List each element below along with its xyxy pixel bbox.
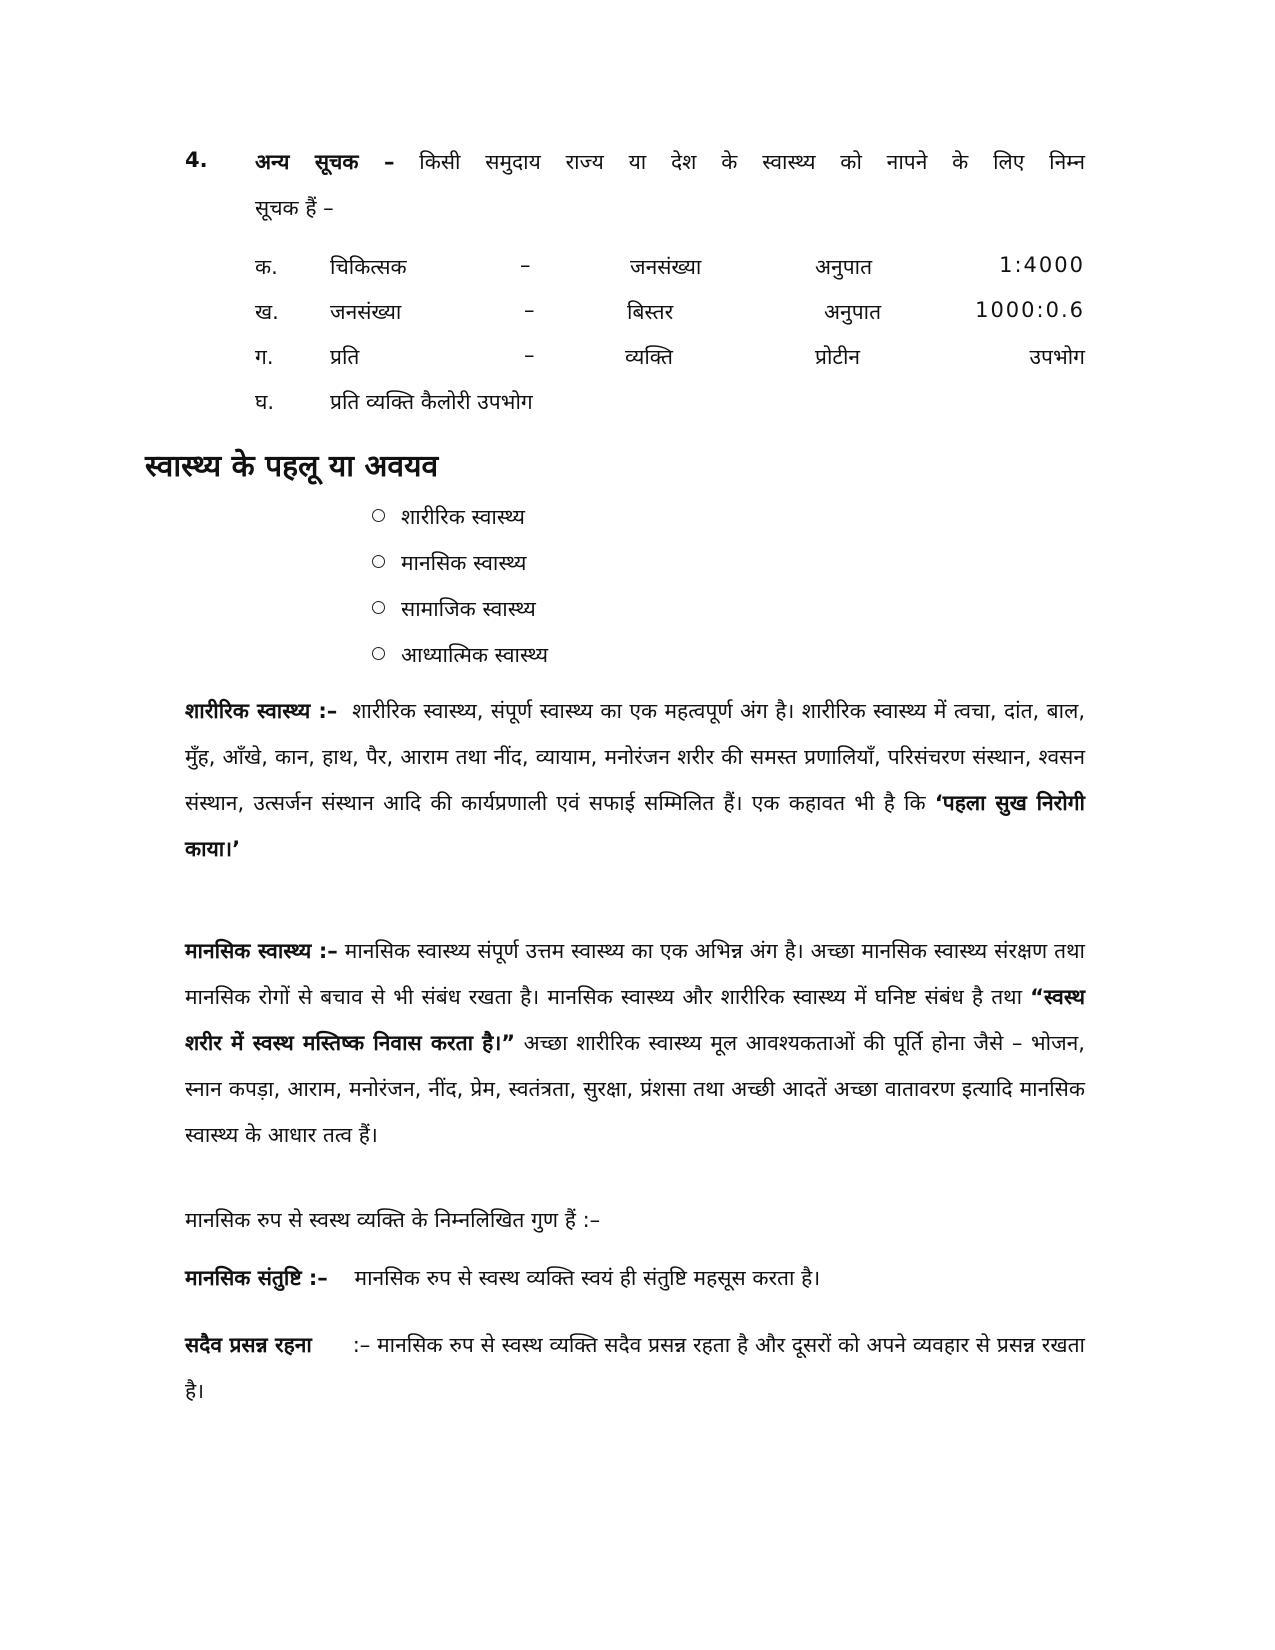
indicator-col1: प्रति व्यक्ति कैलोरी उपभोग <box>330 390 533 414</box>
physical-health-label: शारीरिक स्वास्थ्य :– <box>185 699 338 723</box>
qualities-intro: मानसिक रुप से स्वस्थ व्यक्ति के निम्नलिखित गुण हैं :– <box>185 1208 601 1232</box>
mental-health-text2: अच्छा शारीरिक स्वास्थ्य मूल आवश्यकताओं की पूर्ति होना जैसे – भोजन, स्नान कपड़ा, आराम, मनोरंजन, नींद, प्रेम, स्वतंत्रता, सुरक्षा, प्रंशसा तथा अच्छी आदतें अच्छा वातावरण इत्यादि मानसिक स्वास्थ्य के आधार तत्व हैं। <box>185 1031 1085 1147</box>
section-text-line1: किसी समुदाय राज्य या देश के स्वास्थ्य को नापने के लिए निम्न <box>419 150 1085 174</box>
aspect-label: सामाजिक स्वास्थ्य <box>401 597 536 621</box>
aspect-item <box>372 641 548 669</box>
aspect-item <box>372 503 525 531</box>
physical-health-quote: ‘पहला सुख निरोगी काया।’ <box>185 791 1085 861</box>
indicator-col3: अनुपात <box>815 255 873 279</box>
indicator-col2: जनसंख्या <box>630 255 702 279</box>
mental-health-paragraph <box>185 928 1085 1158</box>
aspects-heading: स्वास्थ्य के पहलू या अवयव <box>145 449 439 484</box>
mental-health-text1: मानसिक स्वास्थ्य संपूर्ण उत्तम स्वास्थ्य का एक अभिन्न अंग है। अच्छा मानसिक स्वास्थ्य संरक्षण तथा मानसिक रोगों से बचाव से भी संबंध रखता है। मानसिक स्वास्थ्य और शारीरिक स्वास्थ्य में घनिष्ट संबंध है तथा <box>185 939 1085 1009</box>
circle-bullet-icon <box>372 647 385 660</box>
section-text-line2: सूचक हैं – <box>255 196 334 220</box>
indicator-col1: प्रति <box>330 345 360 369</box>
physical-health-text: शारीरिक स्वास्थ्य, संपूर्ण स्वास्थ्य का एक महत्वपूर्ण अंग है। शारीरिक स्वास्थ्य में त्वचा, दांत, बाल, मुँह, आँखे, कान, हाथ, पैर, आराम तथा नींद, व्यायाम, मनोरंजन शरीर की समस्त प्रणालियाँ, परिसंचरण संस्थान, श्वसन संस्थान, उत्सर्जन संस्थान आदि की कार्यप्रणाली एवं सफाई सम्मिलित हैं। एक कहावत भी है कि <box>185 699 1085 815</box>
physical-health-paragraph <box>185 688 1085 872</box>
indicator-letter: ख. <box>255 300 279 324</box>
aspect-item <box>372 595 536 623</box>
indicator-letter: घ. <box>255 390 275 414</box>
indicator-col1: जनसंख्या <box>330 300 402 324</box>
indicator-dash: – <box>524 343 535 367</box>
indicator-col3: अनुपात <box>824 300 882 324</box>
mental-health-label: मानसिक स्वास्थ्य :– <box>185 939 338 963</box>
aspect-label: आध्यात्मिक स्वास्थ्य <box>401 643 548 667</box>
indicator-col2: व्यक्ति <box>625 345 674 369</box>
section-label: अन्य सूचक – <box>255 150 395 174</box>
cheerful-text: मानसिक रुप से स्वस्थ व्यक्ति सदैव प्रसन्न रहता है और दूसरों को अपने व्यवहार से प्रसन्न रखता है। <box>185 1333 1085 1403</box>
mental-health-quote: “स्वस्थ शरीर में स्वस्थ मस्तिष्क निवास करता है।” <box>185 985 1085 1055</box>
satisfaction-label: मानसिक संतुष्टि :– <box>185 1266 328 1290</box>
indicator-col1: चिकित्सक <box>330 255 407 279</box>
indicator-col3: प्रोटीन <box>815 345 861 369</box>
indicator-col4: 1:4000 <box>999 253 1085 277</box>
satisfaction-line <box>185 1264 820 1292</box>
aspect-label: शारीरिक स्वास्थ्य <box>401 505 525 529</box>
circle-bullet-icon <box>372 601 385 614</box>
indicator-col4: 1000:0.6 <box>975 298 1085 322</box>
circle-bullet-icon <box>372 555 385 568</box>
indicator-dash: – <box>524 298 535 322</box>
indicator-dash: – <box>520 253 531 277</box>
aspect-label: मानसिक स्वास्थ्य <box>401 551 527 575</box>
indicator-letter: ग. <box>255 345 274 369</box>
aspect-item <box>372 549 526 577</box>
indicator-col2: बिस्तर <box>627 300 674 324</box>
section-line1 <box>255 148 1085 176</box>
cheerful-label: सदैव प्रसन्न रहना <box>185 1333 312 1357</box>
cheerful-separator: :– <box>352 1333 371 1357</box>
circle-bullet-icon <box>372 509 385 522</box>
section-number: 4. <box>185 148 208 172</box>
satisfaction-text: मानसिक रुप से स्वस्थ व्यक्ति स्वयं ही संतुष्टि महसूस करता है। <box>354 1266 821 1290</box>
cheerful-paragraph <box>185 1322 1085 1414</box>
indicator-letter: क. <box>255 255 278 279</box>
indicator-col4: उपभोग <box>1029 345 1085 369</box>
